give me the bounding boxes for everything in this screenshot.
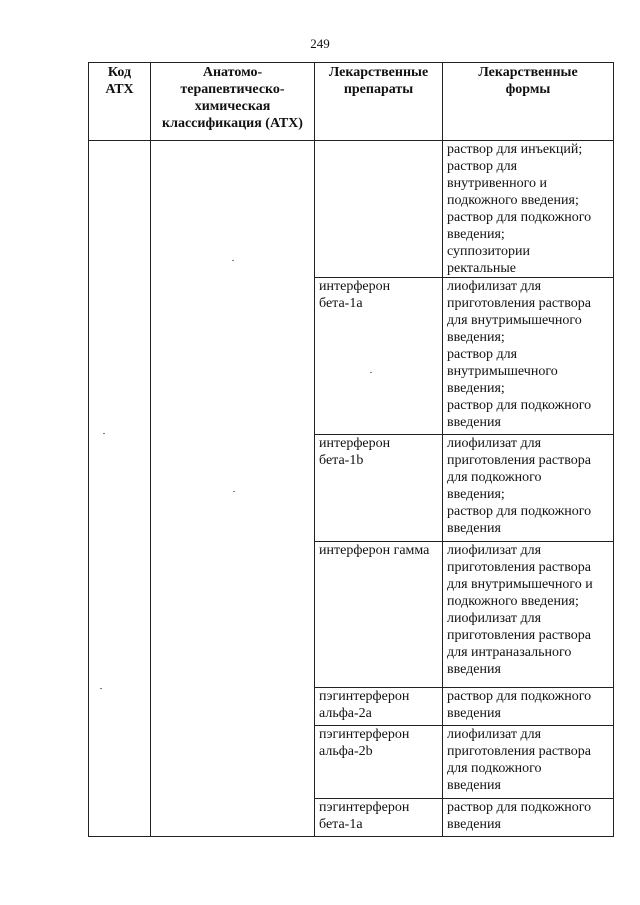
medicine-cell: пэгинтерферон альфа-2b bbox=[315, 726, 443, 799]
medicine-cell bbox=[315, 141, 443, 278]
table-header-row bbox=[89, 63, 614, 141]
medicine-cell: интерферон бета-1b bbox=[315, 435, 443, 542]
scan-artifact bbox=[100, 688, 102, 689]
dosage-form-cell: раствор для инъекций; раствор для внутривенного и подкожного введения; раствор для подкожного введения; суппозитории ректальные bbox=[443, 141, 614, 278]
medicine-cell: интерферон гамма bbox=[315, 542, 443, 688]
medicine-cell: пэгинтерферон альфа-2a bbox=[315, 688, 443, 726]
medicine-cell: интерферон бета-1a bbox=[315, 278, 443, 435]
header-atc-code: Код АТХ bbox=[89, 63, 151, 141]
scan-artifact bbox=[103, 433, 105, 434]
header-dosage-forms: Лекарственные формы bbox=[443, 63, 614, 141]
page-number: 249 bbox=[310, 36, 330, 51]
dosage-form-cell: лиофилизат для приготовления раствора для внутримышечного и подкожного введения; лиофилизат для приготовления раствора для интраназального введения bbox=[443, 542, 614, 688]
scan-artifact bbox=[232, 260, 234, 261]
atc-classification-cell bbox=[151, 141, 315, 837]
dosage-form-cell: лиофилизат для приготовления раствора для внутримышечного введения; раствор для внутримышечного введения; раствор для подкожного введения bbox=[443, 278, 614, 435]
scan-artifact bbox=[233, 491, 235, 492]
dosage-form-cell: раствор для подкожного введения bbox=[443, 799, 614, 837]
dosage-form-cell: лиофилизат для приготовления раствора для подкожного введения; раствор для подкожного введения bbox=[443, 435, 614, 542]
dosage-form-cell: раствор для подкожного введения bbox=[443, 688, 614, 726]
scan-artifact bbox=[370, 372, 372, 373]
header-medicines: Лекарственные препараты bbox=[315, 63, 443, 141]
drug-registry-table bbox=[88, 62, 614, 837]
medicine-cell: пэгинтерферон бета-1a bbox=[315, 799, 443, 837]
dosage-form-cell: лиофилизат для приготовления раствора для подкожного введения bbox=[443, 726, 614, 799]
table-row bbox=[89, 141, 614, 278]
header-atc-classification: Анатомо- терапевтическо- химическая классификация (АТХ) bbox=[151, 63, 315, 141]
atc-code-cell bbox=[89, 141, 151, 837]
